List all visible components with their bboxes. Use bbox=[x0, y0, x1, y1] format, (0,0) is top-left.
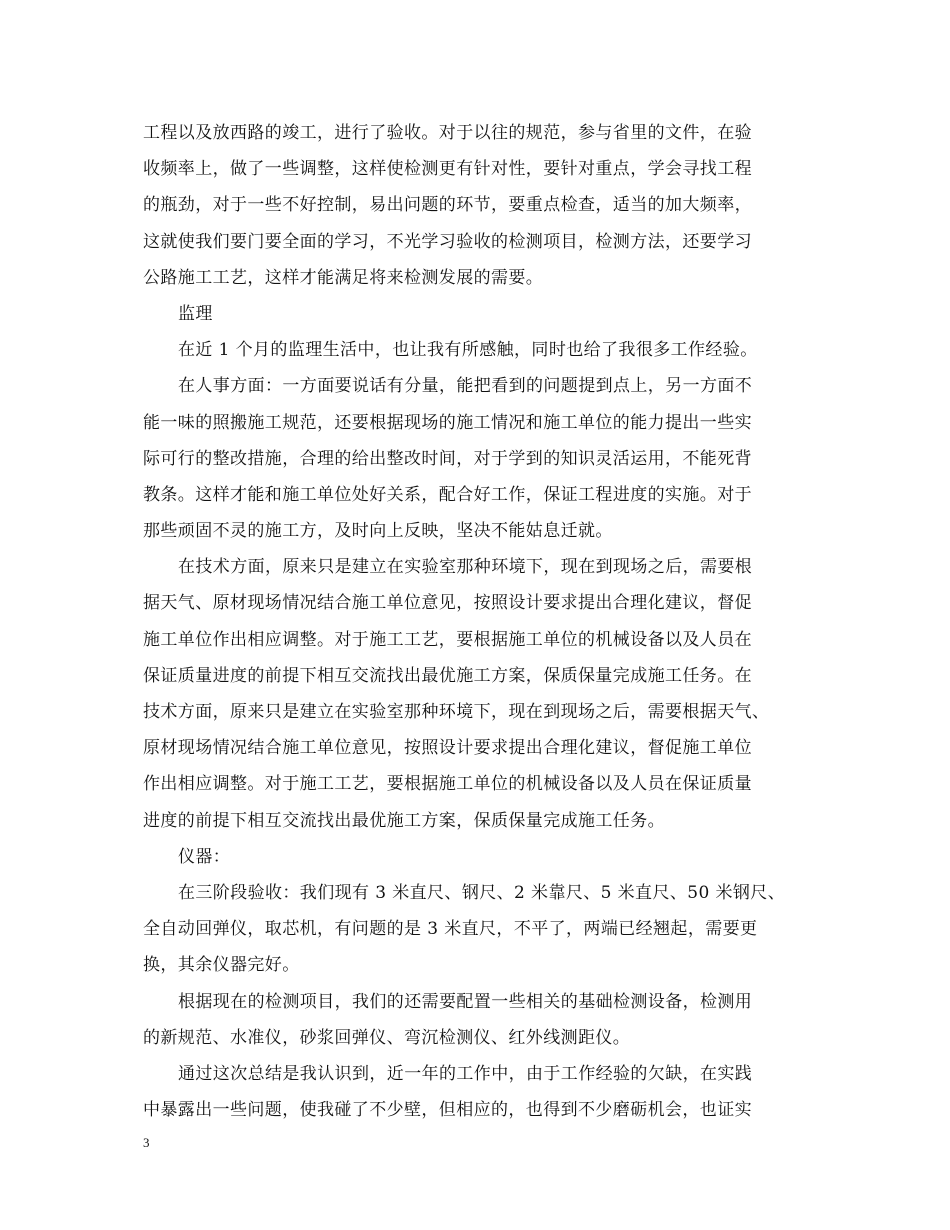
document-body bbox=[143, 115, 813, 1128]
paragraph-line: 原材现场情况结合施工单位意见，按照设计要求提出合理化建议，督促施工单位 bbox=[143, 738, 752, 759]
paragraph-line: 在人事方面：一方面要说话有分量，能把看到的问题提到点上，另一方面不 bbox=[178, 376, 753, 397]
paragraph-line: 进度的前提下相互交流找出最优施工方案，保质保量完成施工任务。 bbox=[143, 810, 665, 831]
paragraph-line: 际可行的整改措施，合理的给出整改时间，对于学到的知识灵活运用，不能死背 bbox=[143, 448, 752, 469]
paragraph-line: 换，其余仪器完好。 bbox=[143, 955, 300, 976]
paragraph-line: 公路施工工艺，这样才能满足将来检测发展的需要。 bbox=[143, 267, 544, 288]
paragraph-line: 仪器： bbox=[178, 846, 231, 867]
paragraph-line: 收频率上，做了一些调整，这样使检测更有针对性，要针对重点，学会寻找工程 bbox=[143, 159, 752, 180]
paragraph-line: 的瓶劲，对于一些不好控制，易出问题的环节，要重点检查，适当的加大频率， bbox=[143, 195, 752, 216]
paragraph-line: 在三阶段验收：我们现有 3 米直尺、钢尺、2 米靠尺、5 米直尺、50 米钢尺、 bbox=[178, 882, 786, 903]
paragraph-line: 通过这次总结是我认识到，近一年的工作中，由于工作经验的欠缺，在实践 bbox=[178, 1063, 753, 1084]
paragraph-line: 据天气、原材现场情况结合施工单位意见，按照设计要求提出合理化建议，督促 bbox=[143, 593, 752, 614]
paragraph-line: 工程以及放西路的竣工，进行了验收。对于以往的规范，参与省里的文件，在验 bbox=[143, 123, 752, 143]
paragraph-line: 根据现在的检测项目，我们的还需要配置一些相关的基础检测设备，检测用 bbox=[178, 991, 753, 1012]
paragraph-line: 这就使我们要门要全面的学习，不光学习验收的检测项目，检测方法，还要学习 bbox=[143, 231, 752, 252]
paragraph-line: 全自动回弹仪，取芯机，有问题的是 3 米直尺，不平了，两端已经翘起，需要更 bbox=[143, 919, 758, 940]
paragraph-line: 在近 1 个月的监理生活中，也让我有所感触，同时也给了我很多工作经验。 bbox=[178, 340, 758, 361]
paragraph-line: 的新规范、水准仪，砂浆回弹仪、弯沉检测仪、红外线测距仪。 bbox=[143, 1027, 631, 1048]
paragraph-line: 中暴露出一些问题，使我碰了不少壁，但相应的，也得到不少磨砺机会，也证实 bbox=[143, 1100, 752, 1121]
paragraph-line: 教条。这样才能和施工单位处好关系，配合好工作，保证工程进度的实施。对于 bbox=[143, 484, 752, 505]
paragraph-line: 保证质量进度的前提下相互交流找出最优施工方案，保质保量完成施工任务。在 bbox=[143, 665, 752, 686]
paragraph-line: 那些顽固不灵的施工方，及时向上反映，坚决不能姑息迁就。 bbox=[143, 521, 613, 542]
paragraph-line: 作出相应调整。对于施工工艺，要根据施工单位的机械设备以及人员在保证质量 bbox=[143, 774, 752, 795]
page-number: 3 bbox=[143, 1135, 150, 1150]
paragraph-line: 监理 bbox=[178, 303, 213, 324]
paragraph-line: 能一味的照搬施工规范，还要根据现场的施工情况和施工单位的能力提出一些实 bbox=[143, 412, 752, 433]
paragraph-line: 在技术方面，原来只是建立在实验室那种环境下，现在到现场之后，需要根 bbox=[178, 557, 753, 578]
paragraph-line: 技术方面，原来只是建立在实验室那种环境下，现在到现场之后，需要根据天气、 bbox=[143, 702, 770, 722]
paragraph-line: 施工单位作出相应调整。对于施工工艺，要根据施工单位的机械设备以及人员在 bbox=[143, 629, 752, 650]
